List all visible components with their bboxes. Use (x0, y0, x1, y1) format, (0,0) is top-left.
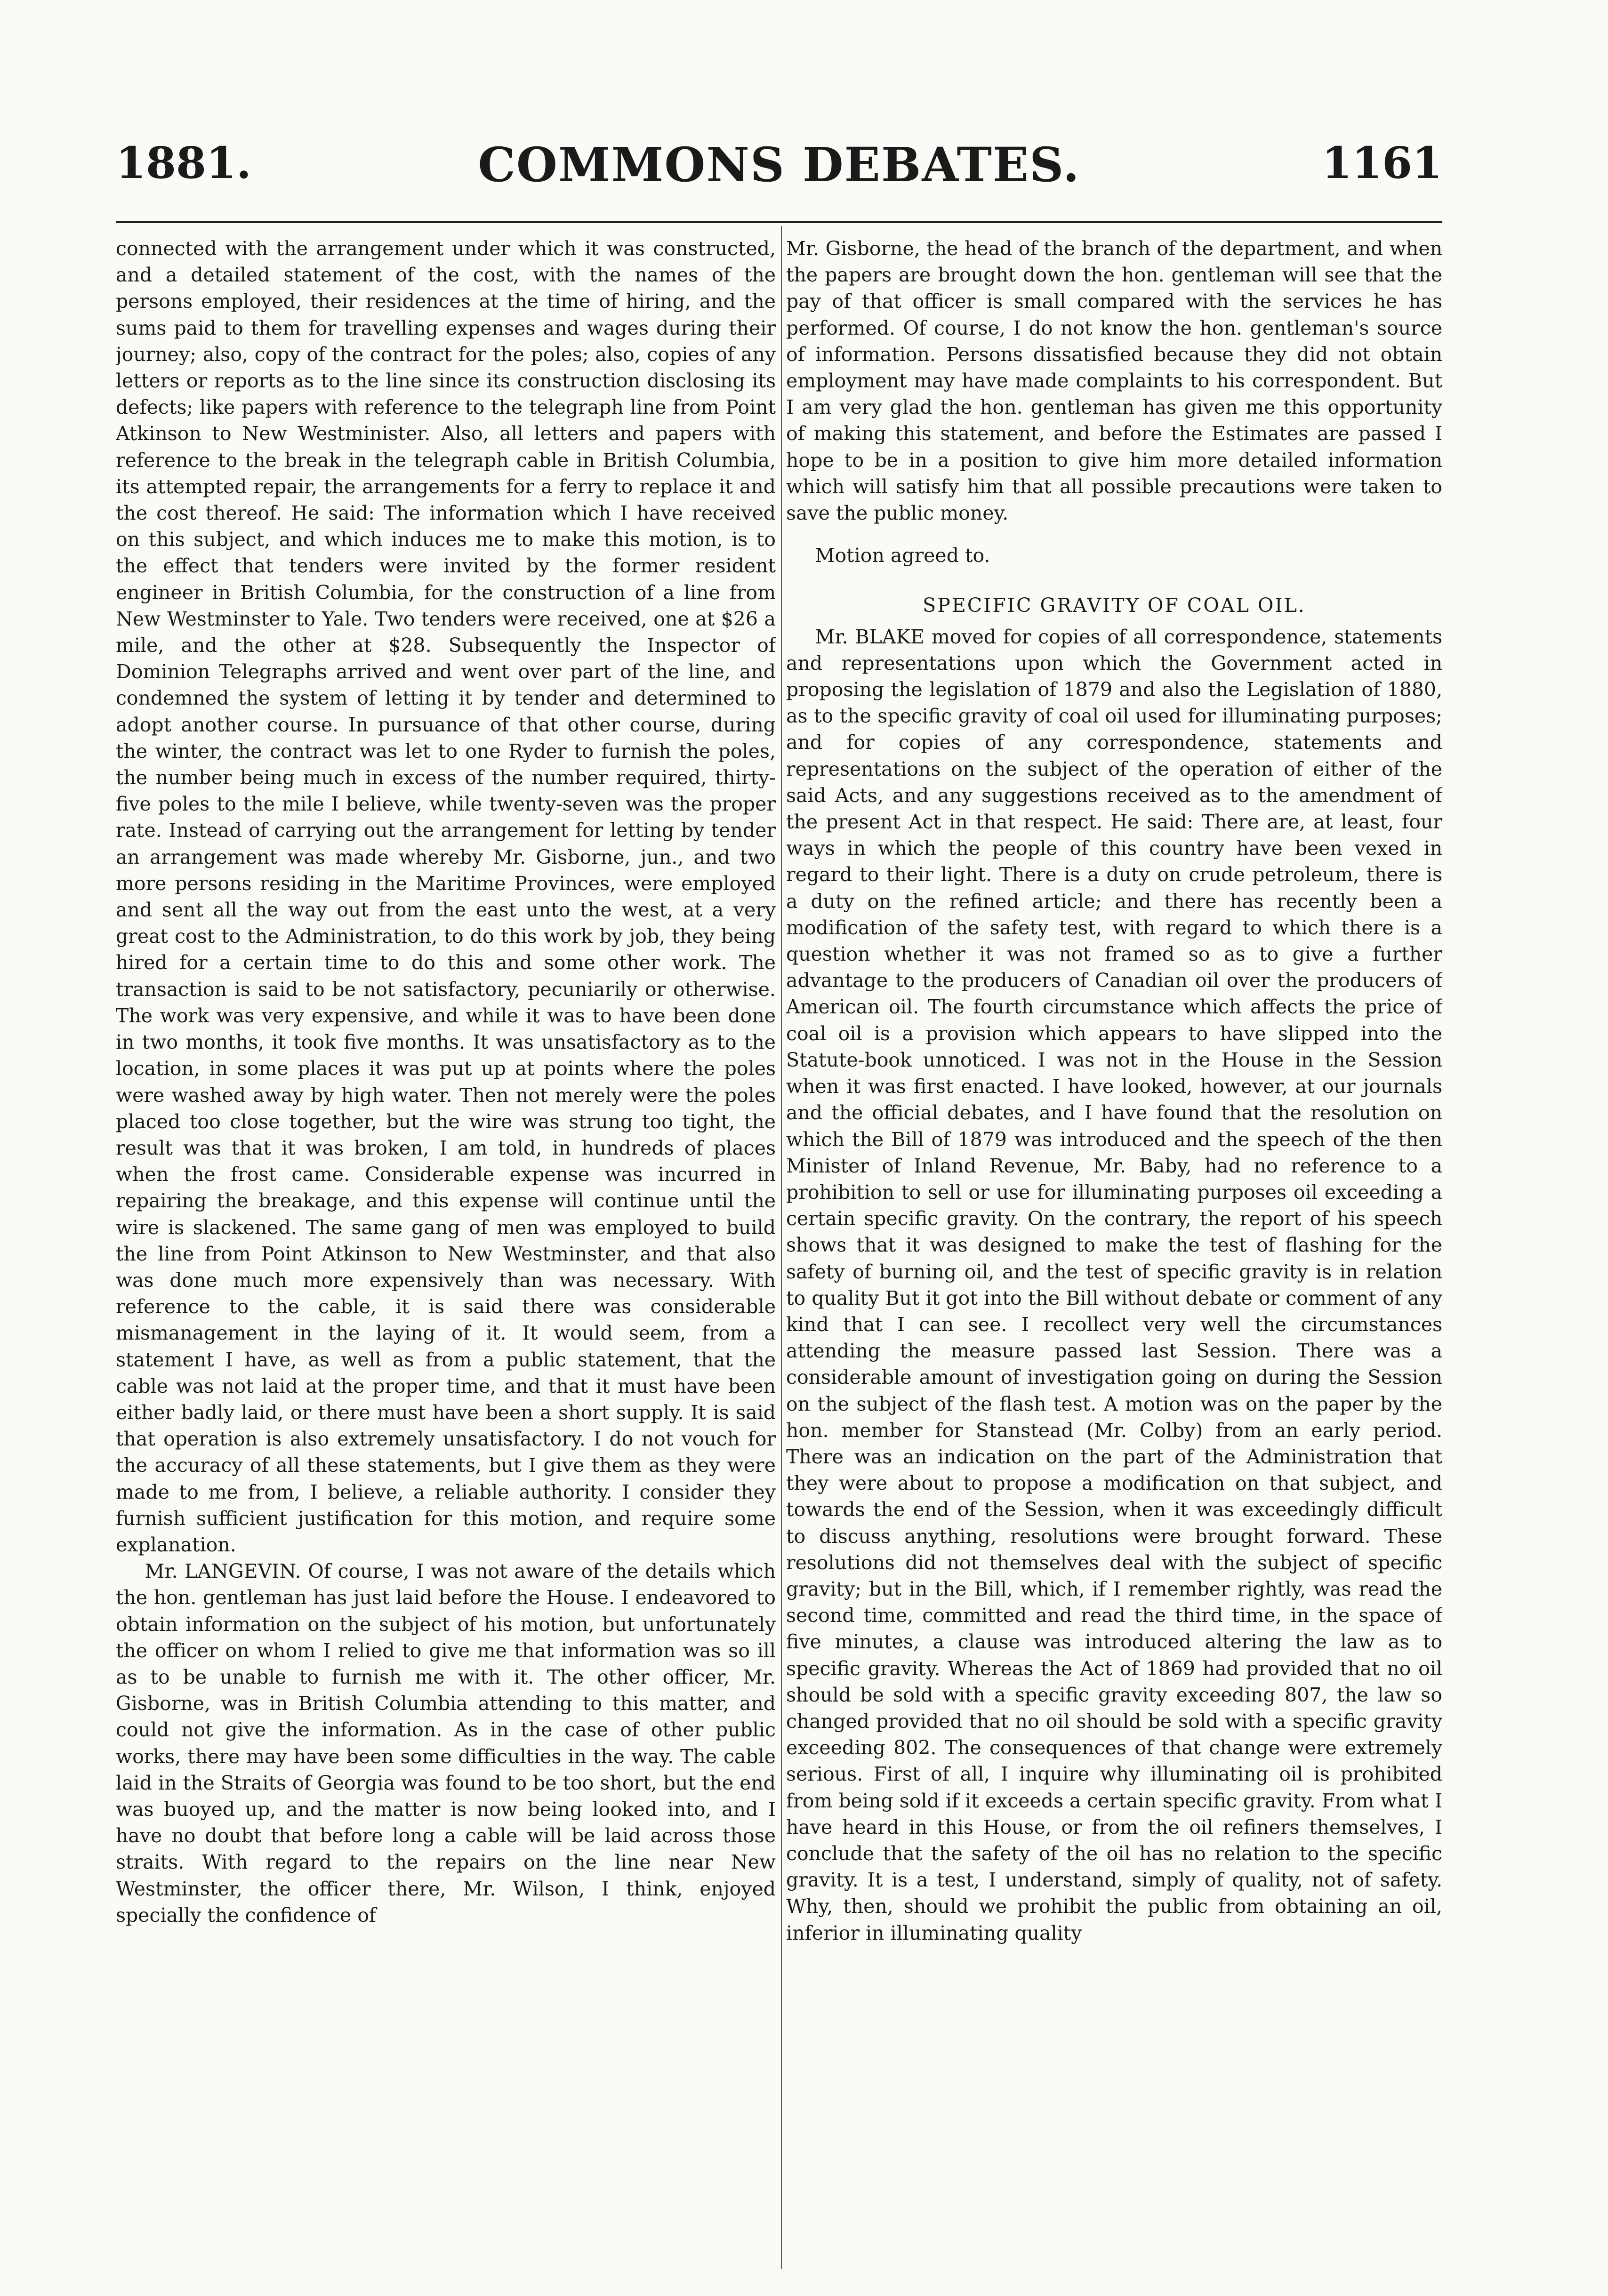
left-paragraph-1: connected with the arrangement under which it was constructed, and a detailed statement of the cost, with the names of the persons employed, their residences at the time of hiring, and the sums paid to them for travelling expenses and wages during their journey; also, copy of the contract for the poles; also, copies of any letters or reports as to the line since its construction disclosing its defects; like papers with reference to the telegraph line from Point Atkinson to New Westminister. Also, all letters and papers with reference to the break in the telegraph cable in British Columbia, its attempted repair, the arrangements for a ferry to replace it and the cost thereof. He said: The information which I have received on this subject, and which induces me to make this motion, is to the effect that tenders were invited by the former resident engineer in British Columbia, for the construction of a line from New Westminster to Yale. Two tenders were received, one at $26 a mile, and the other at $28. Subsequently the Inspector of Dominion Telegraphs arrived and went over part of the line, and condemned the system of letting it by tender and determined to adopt another course. In pursuance of that other course, during the winter, the contract was let to one Ryder to furnish the poles, the number being much in excess of the number required, thirty-five poles to the mile I believe, while twenty-seven was the proper rate. Instead of carrying out the arrangement for letting by tender an arrangement was made whereby Mr. Gisborne, jun., and two more persons residing in the Maritime Provinces, were employed and sent all the way out from the east unto the west, at a very great cost to the Administration, to do this work by job, they being hired for a certain time to do this and some other work. The transaction is said to be not satisfactory, pecuniarily or otherwise. The work was very expensive, and while it was to have been done in two months, it took five months. It was unsatisfactory as to the location, in some places it was put up at points where the poles were washed away by high water. Then not merely were the poles placed too close together, but the wire was strung too tight, the result was that it was broken, I am told, in hundreds of places when the frost came. Considerable expense was incurred in repairing the breakage, and this expense will continue until the wire is slackened. The same gang of men was employed to build the line from Point Atkinson to New Westminster, and that also was done much more expensively than was necessary. With reference to the cable, it is said there was considerable mismanagement in the laying of it. It would seem, from a statement I have, as well as from a public statement, that the cable was not laid at the proper time, and that it must have been either badly laid, or there must have been a short supply. It is said that operation is also extremely unsatisfactory. I do not vouch for the accuracy of all these statements, but I give them as they were made to me from, I believe, a reliable authority. I consider they furnish sufficient justification for this motion, and require some explanation. (116, 237, 776, 1556)
section-heading: SPECIFIC GRAVITY OF COAL OIL. (923, 594, 1306, 617)
column-divider (781, 226, 782, 2269)
header-title: COMMONS DEBATES. (478, 137, 1080, 193)
header-year: 1881. (116, 137, 252, 188)
right-paragraph-1: Mr. Gisborne, the head of the branch of the department, and when the papers are brought down the hon. gentleman will see that the pay of that officer is small compared with the services he has performed. Of course, I do not know the hon. gentleman's source of information. Persons dissatisfied because they did not obtain employment may have made complaints to his correspondent. But I am very glad the hon. gentleman has given me this opportunity of making this statement, and before the Estimates are passed I hope to be in a position to give him more detailed information which will satisfy him that all possible precautions were taken to save the public money. (786, 237, 1442, 525)
left-paragraph-2: Mr. LANGEVIN. Of course, I was not aware of the details which the hon. gentleman has just laid before the House. I endeavored to obtain information on the subject of his motion, but unfortunately the officer on whom I relied to give me that information was so ill as to be unable to furnish me with it. The other officer, Mr. Gisborne, was in British Columbia attending to this matter, and could not give the information. As in the case of other public works, there may have been some difficulties in the way. The cable laid in the Straits of Georgia was found to be too short, but the end was buoyed up, and the matter is now being looked into, and I have no doubt that before long a cable will be laid across those straits. With regard to the repairs on the line near New Westminster, the officer there, Mr. Wilson, I think, enjoyed specially the confidence of (116, 1560, 776, 1927)
motion-line: Motion agreed to. (815, 544, 990, 567)
page-header (116, 137, 1442, 202)
header-page-number: 1161 (1321, 137, 1442, 188)
header-rule (116, 221, 1442, 223)
right-paragraph-2: Mr. BLAKE moved for copies of all correspondence, statements and representations upon which the Government acted in proposing the legislation of 1879 and also the Legislation of 1880, as to the specific gravity of coal oil used for illuminating purposes; and for copies of any correspondence, statements and representations on the subject of the operation of either of the said Acts, and any suggestions received as to the amendment of the present Act in that respect. He said: There are, at least, four ways in which the people of this country have been vexed in regard to their light. There is a duty on crude petroleum, there is a duty on the refined article; and there has recently been a modification of the safety test, with regard to which there is a question whether it was not framed so as to give a further advantage to the producers of Canadian oil over the producers of American oil. The fourth circumstance which affects the price of coal oil is a provision which appears to have slipped into the Statute-book unnoticed. I was not in the House in the Session when it was first enacted. I have looked, however, at our journals and the official debates, and I have found that the resolution on which the Bill of 1879 was introduced and the speech of the then Minister of Inland Revenue, Mr. Baby, had no reference to a prohibition to sell or use for illuminating purposes oil exceeding a certain specific gravity. On the contrary, the report of his speech shows that it was designed to make the test of flashing for the safety of burning oil, and the test of specific gravity is in relation to quality But it got into the Bill without debate or comment of any kind that I can see. I recollect very well the circumstances attending the measure passed last Session. There was a considerable amount of investigation going on during the Session on the subject of the flash test. A motion was on the paper by the hon. member for Stanstead (Mr. Colby) from an early period. There was an indication on the part of the Administration that they were about to propose a modification on that subject, and towards the end of the Session, when it was exceedingly difficult to discuss anything, resolutions were brought forward. These resolutions did not themselves deal with the subject of specific gravity; but in the Bill, which, if I remember rightly, was read the second time, committed and read the third time, in the space of five minutes, a clause was introduced altering the law as to specific gravity. Whereas the Act of 1869 had provided that no oil should be sold with a specific gravity exceeding 807, the law so changed provided that no oil should be sold with a specific gravity exceeding 802. The consequences of that change were extremely serious. First of all, I inquire why illuminating oil is prohibited from being sold if it exceeds a certain specific gravity. From what I have heard in this House, or from the oil refiners themselves, I conclude that the safety of the oil has no relation to the specific gravity. It is a test, I understand, simply of quality, not of safety. Why, then, should we prohibit the public from obtaining an oil, inferior in illuminating quality (786, 625, 1442, 1944)
right-column (786, 235, 1442, 2269)
left-column (116, 235, 776, 2269)
